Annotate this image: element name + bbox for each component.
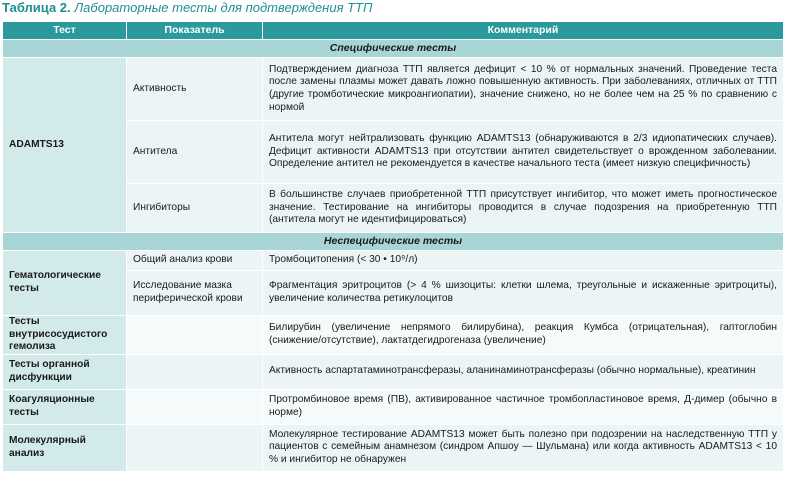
test-cell: Коагуляционные тесты <box>3 389 127 424</box>
table-row <box>3 251 784 271</box>
comment-cell: В большинстве случаев приобретенной ТТП присутствует ингибитор, что может иметь прогностическое значение. Тестирование на ингибиторы проводится в случае подозрения на приобретенную ТТП (антитела могут не идентифицироваться) <box>263 184 784 233</box>
caption-number: Таблица 2. <box>2 0 71 15</box>
comment-cell: Антитела могут нейтрализовать функцию ADAMTS13 (обнаруживаются в 2/3 идиопатических случаев). Дефицит активности ADAMTS13 при отсутствии антител свидетельствует о врожденном заболевании. Определение антител не рекомендуется в качестве начального теста (имеет низкую специфичность) <box>263 121 784 184</box>
column-header-comment: Комментарий <box>263 22 784 40</box>
table-row <box>3 58 784 121</box>
section-row-nonspecific <box>3 233 784 251</box>
section-title: Специфические тесты <box>3 40 784 58</box>
indicator-cell: Антитела <box>127 121 263 184</box>
header-row <box>3 22 784 40</box>
test-cell: Молекулярный анализ <box>3 424 127 471</box>
column-header-indicator: Показатель <box>127 22 263 40</box>
test-cell: Тесты органной дисфункции <box>3 354 127 389</box>
section-row-specific <box>3 40 784 58</box>
indicator-cell: Исследование мазка периферической крови <box>127 271 263 316</box>
test-cell: ADAMTS13 <box>3 58 127 233</box>
test-cell: Гематологические тесты <box>3 251 127 316</box>
table-row <box>3 316 784 355</box>
table-row <box>3 424 784 471</box>
indicator-cell: Ингибиторы <box>127 184 263 233</box>
indicator-cell: Общий анализ крови <box>127 251 263 271</box>
table-row <box>3 354 784 389</box>
comment-cell: Молекулярное тестирование ADAMTS13 может быть полезно при подозрении на наследственную ТТП у пациентов с семейным анамнезом (синдром Апшоу — Шульмана) или когда активность ADAMTS13 < 10 % и ингибитор не обнаружен <box>263 424 784 471</box>
indicator-cell <box>127 424 263 471</box>
table-caption <box>2 0 372 18</box>
indicator-cell <box>127 354 263 389</box>
table-row <box>3 389 784 424</box>
comment-cell: Подтверждением диагноза ТТП является дефицит < 10 % от нормальных значений. Проведение теста после замены плазмы может давать ложно повышенную активность. При заболеваниях, отличных от ТТП (другие тромботические микроангиопатии), значение снижено, но не более чем на 25 % по сравнению с нормой <box>263 58 784 121</box>
section-title: Неспецифические тесты <box>3 233 784 251</box>
comment-cell: Тромбоцитопения (< 30 • 10⁹/л) <box>263 251 784 271</box>
comment-cell: Активность аспартатаминотрансферазы, аланинаминотрансферазы (обычно нормальные), креатинин <box>263 354 784 389</box>
column-header-test: Тест <box>3 22 127 40</box>
caption-text: Лабораторные тесты для подтверждения ТТП <box>74 0 373 15</box>
lab-tests-table <box>2 21 784 472</box>
comment-cell: Фрагментация эритроцитов (> 4 % шизоциты: клетки шлема, треугольные и искаженные эритроциты), увеличение количества ретикулоцитов <box>263 271 784 316</box>
indicator-cell <box>127 389 263 424</box>
comment-cell: Протромбиновое время (ПВ), активированное частичное тромбопластиновое время, Д-димер (обычно в норме) <box>263 389 784 424</box>
comment-cell: Билирубин (увеличение непрямого билирубина), реакция Кумбса (отрицательная), гаптоглобин (снижение/отсутствие), лактатдегидрогеназа (увеличение) <box>263 316 784 355</box>
test-cell: Тесты внутрисосудистого гемолиза <box>3 316 127 355</box>
indicator-cell: Активность <box>127 58 263 121</box>
indicator-cell <box>127 316 263 355</box>
